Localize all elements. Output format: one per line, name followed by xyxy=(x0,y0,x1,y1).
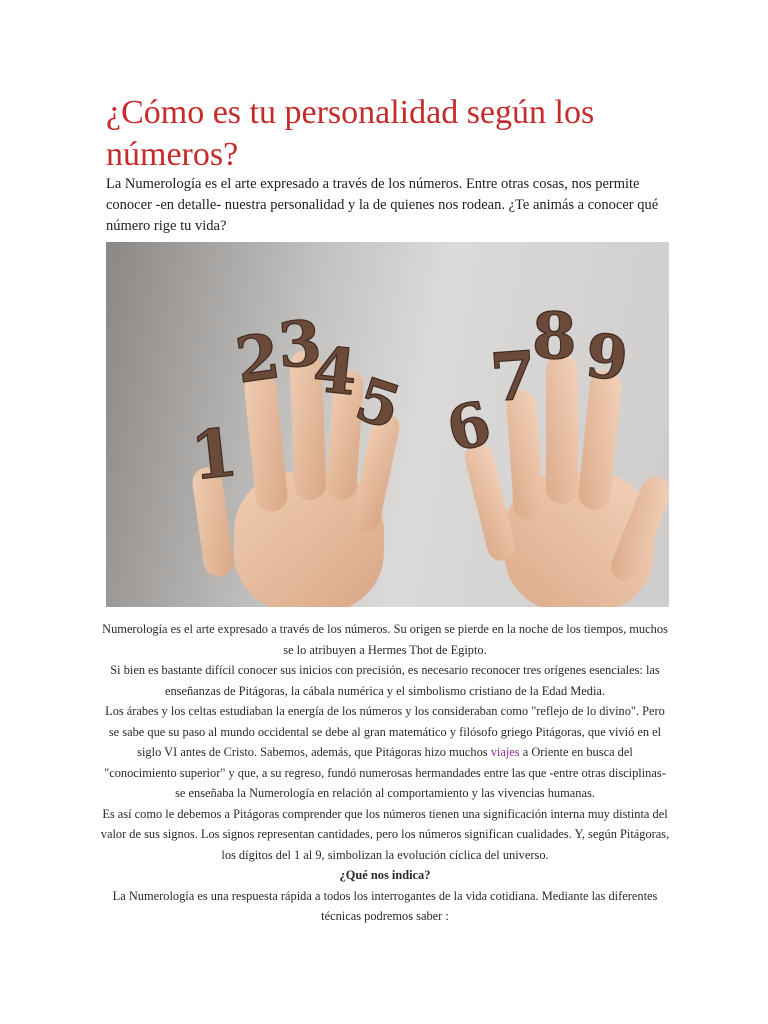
paragraph-pitagoras-text-after: a Oriente en busca del "conocimiento superior" y que, a su regreso, fundó numerosas hermandades entre las que -entre otras disciplinas- se enseñaba la Numerología en relación al comportamiento y las vivencias humanas. xyxy=(104,745,666,800)
paragraph-meaning: Es así como le debemos a Pitágoras comprender que los números tienen una significación interna muy distinta del valor de sus signos. Los signos representan cantidades, pero los números significan cualidades. Y, según Pitágoras, los dígitos del 1 al 9, simbolizan la evolución cíclica del universo. xyxy=(100,806,670,862)
digit-9: 9 xyxy=(582,321,632,396)
digit-3: 3 xyxy=(275,306,324,383)
digit-5: 5 xyxy=(347,364,409,444)
digit-1: 1 xyxy=(187,412,242,496)
digit-6: 6 xyxy=(440,388,498,467)
paragraph-origins-three: Si bien es bastante difícil conocer sus inicios con precisión, es necesario reconocer tres orígenes esenciales: las enseñanzas de Pitágoras, la cábala numérica y el simbolismo cristiano de la Edad Media. xyxy=(110,663,660,698)
viajes-link[interactable]: viajes xyxy=(490,745,520,759)
paragraph-pitagoras xyxy=(100,701,670,804)
digit-7: 7 xyxy=(487,335,539,418)
article-title: ¿Cómo es tu personalidad según los números? xyxy=(106,94,595,173)
hero-image-hands-with-numbers xyxy=(106,242,669,607)
article-intro: La Numerología es el arte expresado a través de los números. Entre otras cosas, nos permite conocer -en detalle- nuestra personalidad y la de quienes nos rodean. ¿Te animás a conocer qué número rige tu vida? xyxy=(106,176,659,234)
article-body xyxy=(100,619,670,927)
digit-8: 8 xyxy=(532,299,577,374)
hands-illustration xyxy=(106,242,669,607)
digit-4: 4 xyxy=(309,332,361,410)
digit-2: 2 xyxy=(231,319,285,398)
paragraph-answers: La Numerología es una respuesta rápida a todos los interrogantes de la vida cotidiana. Mediante las diferentes técnicas podremos saber : xyxy=(112,888,658,923)
paragraph-origin: Numerología es el arte expresado a través de los números. Su origen se pierde en la noche de los tiempos, muchos se lo atribuyen a Hermes Thot de Egipto. xyxy=(102,622,668,657)
section-subheading: ¿Qué nos indica? xyxy=(339,868,431,882)
paragraph-pitagoras-text-before: Los árabes y los celtas estudiaban la energía de los números y los consideraban como "reflejo de lo divino". Pero se sabe que su paso al mundo occidental se debe al gran matemático y filósofo griego Pitágoras, que vivió en el siglo VI antes de Cristo. Sabemos, además, que Pitágoras hizo muchos xyxy=(105,704,665,759)
